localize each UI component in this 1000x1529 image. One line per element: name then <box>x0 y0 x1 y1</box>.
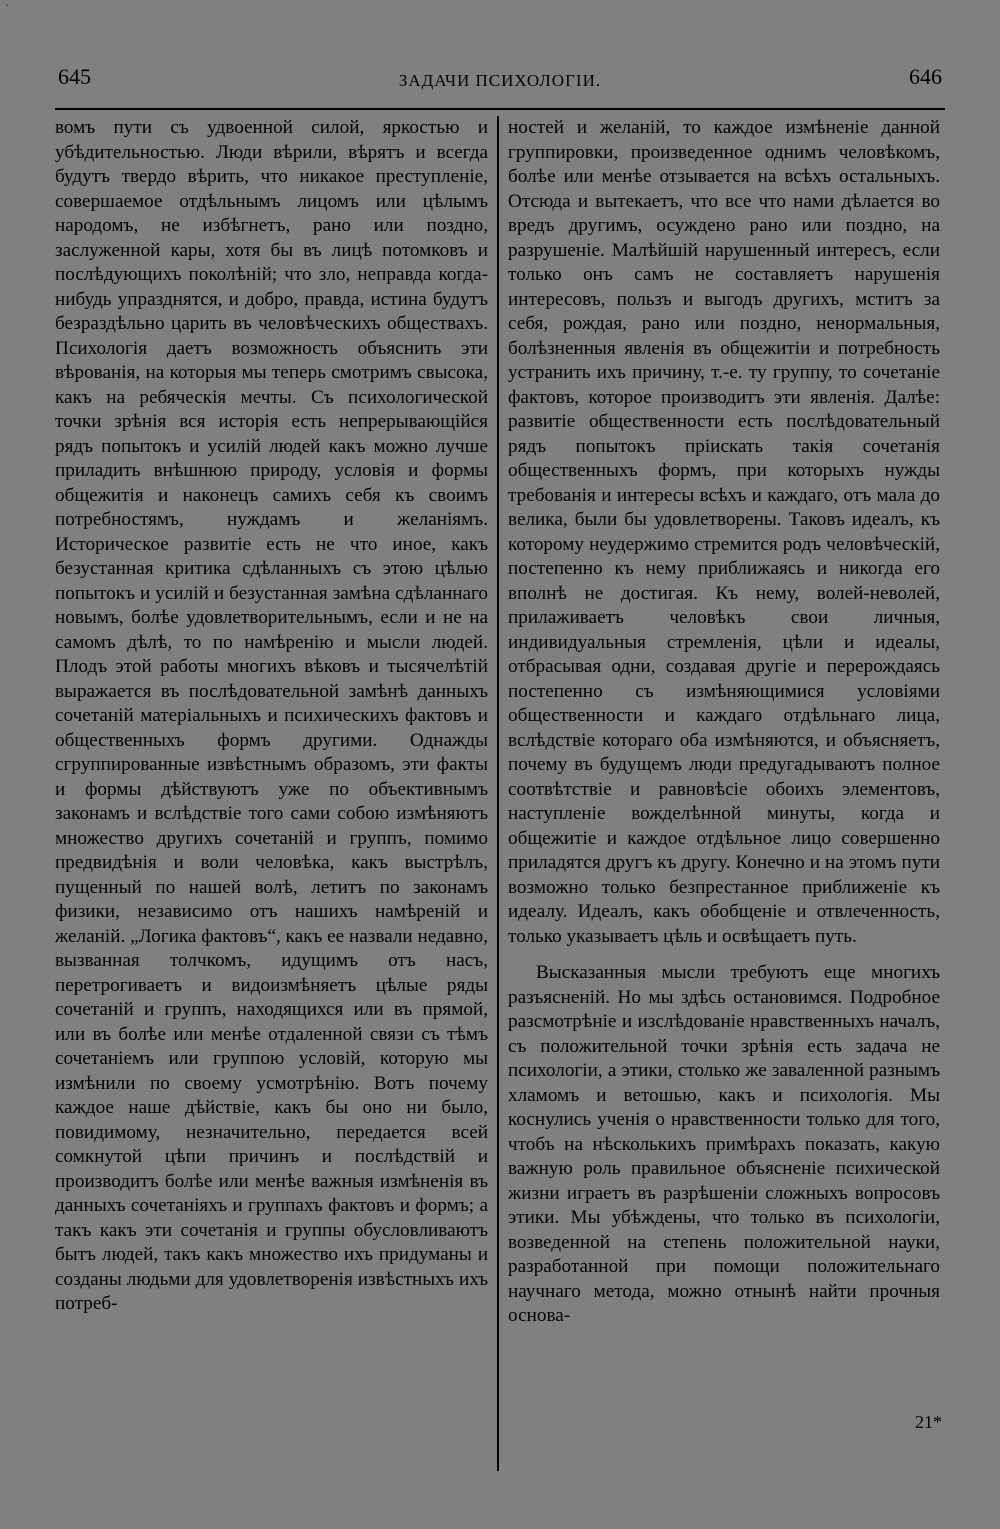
right-column <box>508 116 940 1329</box>
column-divider <box>497 116 499 1471</box>
left-column <box>55 116 488 1317</box>
left-page-number: 645 <box>58 64 91 89</box>
right-paragraph-1: ностей и желаній, то каждое измѣненіе данной группировки, произведенное однимъ человѣкомъ, болѣе или менѣе отзывается на всѣхъ остальныхъ. Отсюда и вытекаетъ, что все что нами дѣлается во вредъ другимъ, осуждено рано или поздно, на разрушеніе. Малѣйшій нарушенный интересъ, если только онъ самъ не составляетъ нарушенія интересовъ, пользъ и выгодъ другихъ, мститъ за себя, рождая, рано или поздно, ненормальныя, болѣзненныя явленія въ общежитіи и потребность устранить ихъ причину, т.-е. ту группу, то сочетаніе фактовъ, которое производитъ эти явленія. Далѣе: развитіе общественности есть послѣдовательный рядъ попытокъ пріискать такія сочетанія общественныхъ формъ, при которыхъ нужды требованія и интересы всѣхъ и каждаго, отъ мала до велика, были бы удовлетворены. Таковъ идеалъ, къ которому неудержимо стремится родъ человѣческій, постепенно къ нему приближаясь и никогда его вполнѣ не достигая. Къ нему, волей-неволей, прилаживаетъ человѣкъ свои личныя, индивидуальныя стремленія, цѣли и идеалы, отбрасывая одни, создавая другіе и перерождаясь постепенно съ измѣняющимися условіями общественности и каждаго отдѣльнаго лица, вслѣдствіе котораго оба измѣняются, и объясняетъ, почему въ будущемъ люди предугадываютъ полное соотвѣтствіе и равновѣсіе обоихъ элементовъ, наступленіе вожделѣнной минуты, когда и общежитіе и каждое отдѣльное лицо совершенно приладятся другъ къ другу. Конечно и на этомъ пути возможно только безпрестанное приближеніе къ идеалу. Идеалъ, какъ обобщеніе и отвлеченность, только указываетъ цѣль и освѣщаетъ путь. <box>508 117 940 947</box>
left-column-text: вомъ пути съ удвоенной силой, яркостью и убѣдительностью. Люди вѣрили, вѣрятъ и всегда будутъ твердо вѣрить, что никакое преступленіе, совершаемое отдѣльнымъ лицомъ или цѣлымъ народомъ, не избѣгнетъ, рано или поздно, заслуженной кары, хотя бы въ лицѣ потомковъ и послѣдующихъ поколѣній; что зло, неправда когда-нибудь упразднятся, и добро, правда, истина будутъ безраздѣльно царить въ человѣческихъ обществахъ. Психологія даетъ возможность объяснить эти вѣрованія, на которыя мы теперь смотримъ свысока, какъ на ребяческія мечты. Съ психологической точки зрѣнія вся исторія есть непрерывающійся рядъ попытокъ и усилій людей какъ можно лучше приладить внѣшнюю природу, условія и формы общежитія и наконецъ самихъ себя къ своимъ потребностямъ, нуждамъ и желаніямъ. Историческое развитіе есть не что иное, какъ безустанная критика сдѣланныхъ съ этою цѣлью попытокъ и усилій и безустанная замѣна сдѣланнаго новымъ, болѣе удовлетворительнымъ, если и не на самомъ дѣлѣ, то по намѣренію и мысли людей. Плодъ этой работы многихъ вѣковъ и тысячелѣтій выражается въ послѣдовательной замѣнѣ данныхъ сочетаній матеріальныхъ и психическихъ фактовъ и общественныхъ формъ другими. Однажды сгруппированные извѣстнымъ образомъ, эти факты и формы дѣйствуютъ уже по объективнымъ законамъ и вслѣдствіе того сами собою измѣняютъ множество другихъ сочетаній и группъ, помимо предвидѣнія и воли человѣка, какъ выстрѣлъ, пущенный по нашей волѣ, летитъ по законамъ физики, независимо отъ нашихъ намѣреній и желаній. „Логика фактовъ“, какъ ее назвали недавно, вызванная толчкомъ, идущимъ отъ насъ, перетрогиваетъ и видоизмѣняетъ цѣлые ряды сочетаній и группъ, находящихся или въ прямой, или въ болѣе или менѣе отдаленной связи съ тѣмъ сочетаніемъ или группою условій, которую мы измѣнили по своему усмотрѣнію. Вотъ почему каждое наше дѣйствіе, какъ бы оно ни было, повидимому, незначительно, передается всей сомкнутой цѣпи причинъ и послѣдствій и производитъ болѣе или менѣе важныя измѣненія въ данныхъ сочетаніяхъ и группахъ фактовъ и формъ; а такъ какъ эти сочетанія и группы обусловливаютъ бытъ людей, такъ какъ множество ихъ придуманы и созданы людьми для удовлетворенія извѣстныхъ ихъ потреб- <box>55 117 489 1314</box>
right-paragraph-2: Высказанныя мысли требуютъ еще многихъ разъясненій. Но мы здѣсь остановимся. Подробное разсмотрѣніе и изслѣдованіе нравственныхъ началъ, съ положительной точки зрѣнія есть задача не психологіи, а этики, столько же заваленной разнымъ хламомъ и ветошью, какъ и психологія. Мы коснулись ученія о нравственности только для того, чтобъ на нѣсколькихъ примѣрахъ показать, какую важную роль правильное объясненіе психической жизни играетъ въ разрѣшеніи сложныхъ вопросовъ этики. Мы убѣждены, что только въ психологіи, возведенной на степень положительной науки, разработанной при помощи положительнаго научнаго метода, можно отнынѣ найти прочныя основа- <box>508 962 940 1326</box>
header-rule <box>55 108 945 110</box>
corner-mark: ` <box>6 4 10 15</box>
running-title: ЗАДАЧИ ПСИХОЛОГІИ. <box>398 71 602 90</box>
right-page-number: 646 <box>909 64 942 89</box>
printer-signature: 21* <box>915 1412 942 1432</box>
